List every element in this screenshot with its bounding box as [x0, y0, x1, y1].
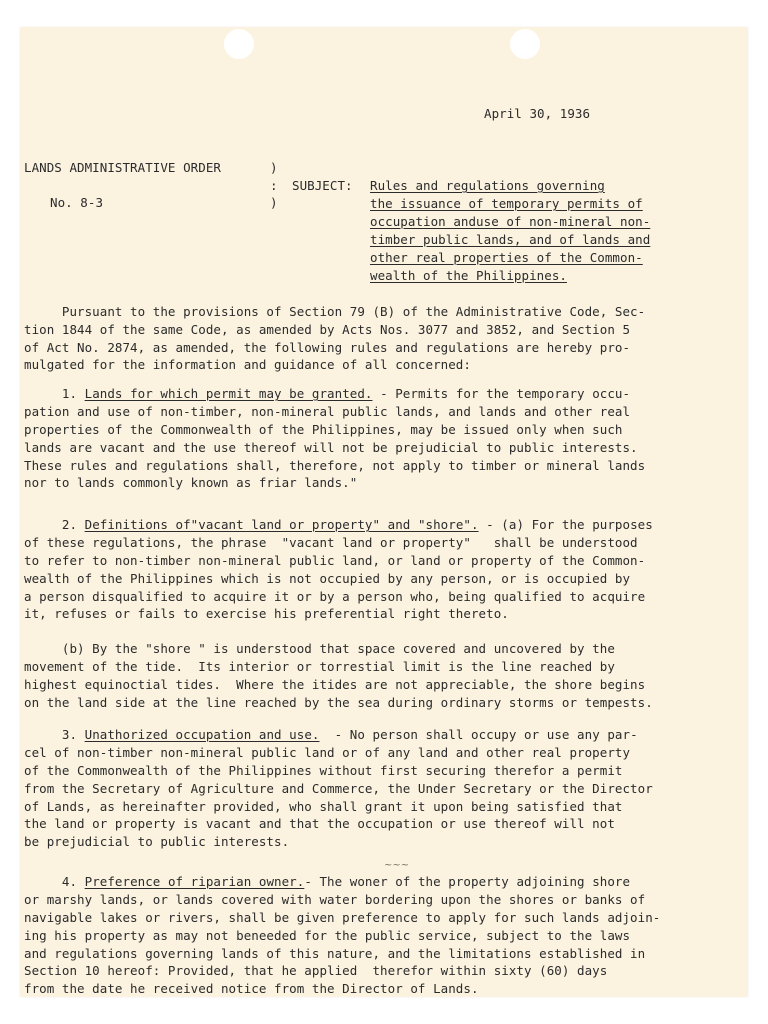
- section-line: properties of the Commonwealth of the Philippines, may be issued only when such: [24, 422, 623, 437]
- section-lead-line: [24, 640, 615, 658]
- section-number: 1.: [61, 386, 85, 401]
- section-indent: [24, 874, 62, 889]
- section-line: be prejudicial to public interests.: [24, 834, 290, 849]
- section-line: navigable lakes or rivers, shall be given preference to apply for such lands adjoin-: [24, 910, 661, 925]
- section-line: of Lands, as hereinafter provided, who shall grant it upon being satisfied that: [24, 799, 623, 814]
- section-line: lands are vacant and the use thereof will not be prejudicial to public interests.: [24, 440, 638, 455]
- preamble-line: mulgated for the information and guidance of all concerned:: [24, 357, 471, 372]
- section-indent: [24, 517, 62, 532]
- section-number: 3.: [61, 727, 85, 742]
- section-line: cel of non-timber non-mineral public land or of any land and other real property: [24, 745, 631, 760]
- section-line: nor to lands commonly known as friar lands.": [24, 475, 358, 490]
- section-line: or marshy lands, or lands covered with water bordering upon the shores or banks of: [24, 892, 646, 907]
- section-lead-text: - The woner of the property adjoining shore: [304, 874, 631, 889]
- subject-line: occupation anduse of non-mineral non-: [370, 214, 651, 229]
- section-lead-line: [24, 726, 638, 744]
- subject-line: wealth of the Philippines.: [370, 268, 567, 283]
- section-number: 4.: [61, 874, 85, 889]
- section-line: highest equinoctial tides. Where the itides are not appreciable, the shore begins: [24, 677, 646, 692]
- subject-line: other real properties of the Common-: [370, 250, 643, 265]
- section-line: to refer to non-timber non-mineral public land, or land or property of the Common-: [24, 553, 646, 568]
- order-title: LANDS ADMINISTRATIVE ORDER: [24, 160, 221, 175]
- section-lead-text: - Permits for the temporary occu-: [372, 386, 631, 401]
- section-lead-text: - No person shall occupy or use any par-: [319, 727, 638, 742]
- section-line: movement of the tide. Its interior or torrestial limit is the line reached by: [24, 659, 615, 674]
- section-line: on the land side at the line reached by the sea during ordinary storms or tempests.: [24, 695, 653, 710]
- order-bracket-top: ): [270, 160, 278, 175]
- section-line: from the date he received notice from the Director of Lands.: [24, 981, 479, 996]
- preamble-line: tion 1844 of the same Code, as amended by Acts Nos. 3077 and 3852, and Section 5: [24, 322, 631, 337]
- section-heading: Unathorized occupation and use.: [84, 727, 320, 742]
- section-heading: Preference of riparian owner.: [84, 874, 305, 889]
- section-line: pation and use of non-timber, non-mineral public lands, and lands and other real: [24, 404, 631, 419]
- section-indent: [24, 386, 62, 401]
- subject-line: Rules and regulations governing: [370, 178, 605, 193]
- subject-label: SUBJECT:: [292, 178, 353, 193]
- section-line: and regulations governing lands of this nature, and the limitations established in: [24, 946, 646, 961]
- section-indent: [24, 727, 62, 742]
- section-line: a person disqualified to acquire it or by a person who, being qualified to acquire: [24, 589, 646, 604]
- punch-hole: [510, 29, 540, 59]
- subject-line: the issuance of temporary permits of: [370, 196, 643, 211]
- section-lead-text: (b) By the "shore " is understood that space covered and uncovered by the: [24, 641, 615, 656]
- subject-line: timber public lands, and of lands and: [370, 232, 651, 247]
- document-date: April 30, 1936: [484, 106, 591, 121]
- order-number: No. 8-3: [50, 195, 104, 210]
- punch-hole: [224, 29, 254, 59]
- order-bracket-colon: :: [270, 178, 278, 193]
- section-line: wealth of the Philippines which is not occupied by any person, or is occupied by: [24, 571, 631, 586]
- section-line: of the Commonwealth of the Philippines without first securing therefor a permit: [24, 763, 623, 778]
- preamble-line: of Act No. 2874, as amended, the following rules and regulations are hereby pro-: [24, 340, 631, 355]
- section-line: it, refuses or fails to exercise his preferential right thereto.: [24, 606, 509, 621]
- section-lead-line: [24, 873, 630, 891]
- section-lead-line: [24, 516, 653, 534]
- section-lead-line: [24, 385, 630, 403]
- section-line: ing his property as may not beneeded for the public service, subject to the laws: [24, 928, 631, 943]
- section-line: These rules and regulations shall, therefore, not apply to timber or mineral lands: [24, 458, 646, 473]
- order-bracket-bottom: ): [270, 195, 278, 210]
- preamble-line: Pursuant to the provisions of Section 79 (B) of the Administrative Code, Sec-: [24, 304, 646, 319]
- document-page: [20, 27, 748, 997]
- section-line: from the Secretary of Agriculture and Commerce, the Under Secretary or the Director: [24, 781, 653, 796]
- handwritten-mark: ~~~: [384, 860, 410, 871]
- section-number: 2.: [61, 517, 85, 532]
- section-line: Section 10 hereof: Provided, that he applied therefor within sixty (60) days: [24, 963, 608, 978]
- section-line: of these regulations, the phrase "vacant land or property" shall be understood: [24, 535, 638, 550]
- section-lead-text: - (a) For the purposes: [478, 517, 653, 532]
- section-line: the land or property is vacant and that the occupation or use thereof will not: [24, 816, 615, 831]
- section-heading: Definitions of"vacant land or property" and "shore".: [84, 517, 479, 532]
- section-heading: Lands for which permit may be granted.: [84, 386, 373, 401]
